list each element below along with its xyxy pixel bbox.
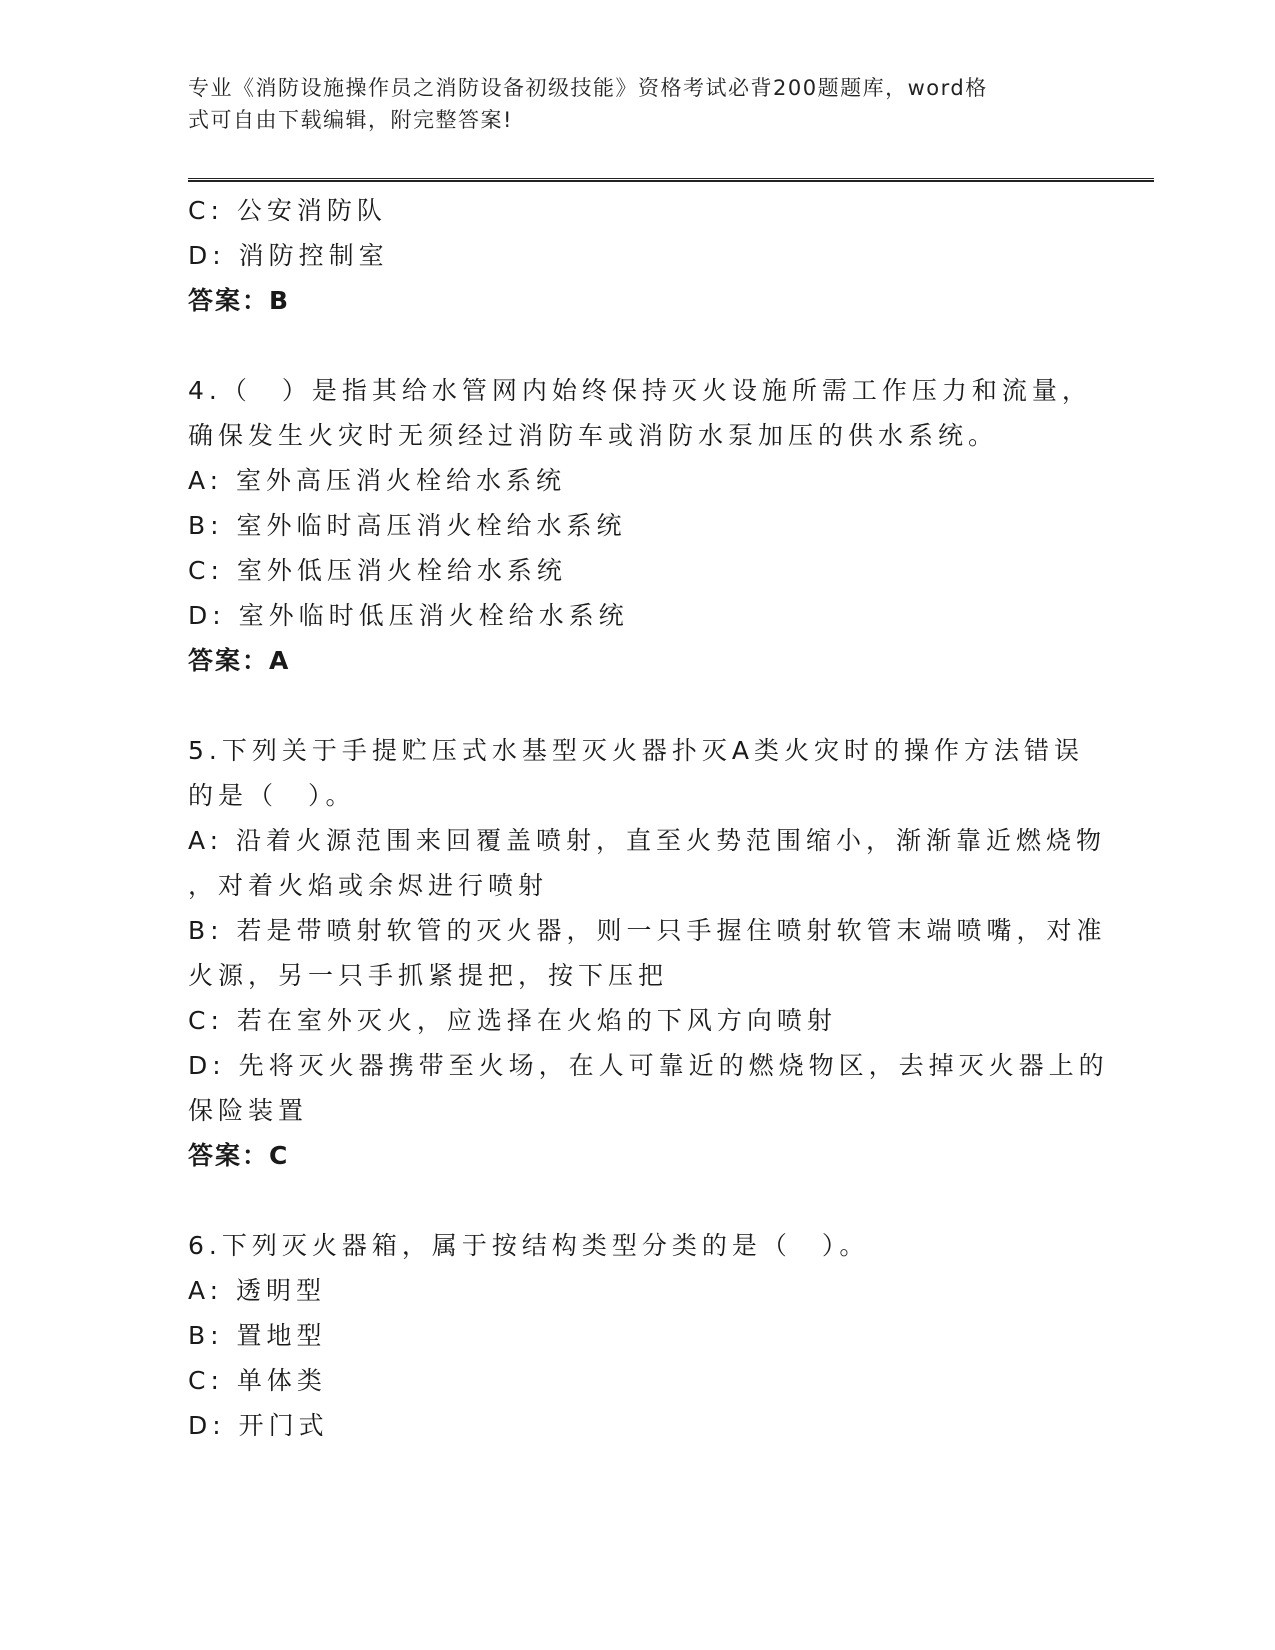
question-6 <box>188 1223 1088 1448</box>
question-4 <box>188 368 1092 683</box>
q5-option-b-line-1: B: 若是带喷射软管的灭火器，则一只手握住喷射软管末端喷嘴，对准 <box>188 916 1107 945</box>
spacer <box>188 1178 1088 1223</box>
q4-option-c: C: 室外低压消火栓给水系统 <box>188 556 567 585</box>
q5-option-d-line-1: D: 先将灭火器携带至火场，在人可靠近的燃烧物区，去掉灭火器上的 <box>188 1051 1109 1080</box>
q4-stem-line-1: 4.（ ）是指其给水管网内始终保持灭火设施所需工作压力和流量， <box>188 376 1092 405</box>
q4-option-a: A: 室外高压消火栓给水系统 <box>188 466 567 495</box>
q5-option-a-line-1: A: 沿着火源范围来回覆盖喷射，直至火势范围缩小，渐渐靠近燃烧物 <box>188 826 1107 855</box>
header-line-1: 专业《消防设施操作员之消防设备初级技能》资格考试必背200题题库，word格 <box>188 76 988 100</box>
question-3-tail <box>188 188 1088 323</box>
spacer <box>188 683 1088 728</box>
header-divider <box>188 178 1154 182</box>
q5-answer: 答案：C <box>188 1141 290 1170</box>
q3-answer: 答案：B <box>188 286 291 315</box>
q5-option-c: C: 若在室外灭火，应选择在火焰的下风方向喷射 <box>188 1006 837 1035</box>
spacer <box>188 323 1088 368</box>
header-line-2: 式可自由下载编辑，附完整答案! <box>188 108 513 132</box>
q6-stem: 6.下列灭火器箱，属于按结构类型分类的是（ ）。 <box>188 1231 870 1260</box>
q6-option-a: A: 透明型 <box>188 1276 327 1305</box>
q4-option-b: B: 室外临时高压消火栓给水系统 <box>188 511 627 540</box>
q5-stem-line-1: 5.下列关于手提贮压式水基型灭火器扑灭A类火灾时的操作方法错误 <box>188 736 1084 765</box>
q5-option-d-line-2: 保险装置 <box>188 1096 309 1125</box>
q3-option-d: D: 消防控制室 <box>188 241 389 270</box>
q3-option-c: C: 公安消防队 <box>188 196 387 225</box>
q4-answer: 答案：A <box>188 646 291 675</box>
document-header <box>188 72 1068 136</box>
q5-option-b-line-2: 火源，另一只手抓紧提把，按下压把 <box>188 961 669 990</box>
question-5 <box>188 728 1109 1178</box>
q4-option-d: D: 室外临时低压消火栓给水系统 <box>188 601 629 630</box>
q5-stem-line-2: 的是（ ）。 <box>188 781 356 810</box>
q5-option-a-line-2: ，对着火焰或余烬进行喷射 <box>188 871 549 900</box>
q6-option-d: D: 开门式 <box>188 1411 329 1440</box>
question-list <box>188 188 1109 1448</box>
q6-option-c: C: 单体类 <box>188 1366 327 1395</box>
q6-option-b: B: 置地型 <box>188 1321 327 1350</box>
q4-stem-line-2: 确保发生火灾时无须经过消防车或消防水泵加压的供水系统。 <box>188 421 999 450</box>
